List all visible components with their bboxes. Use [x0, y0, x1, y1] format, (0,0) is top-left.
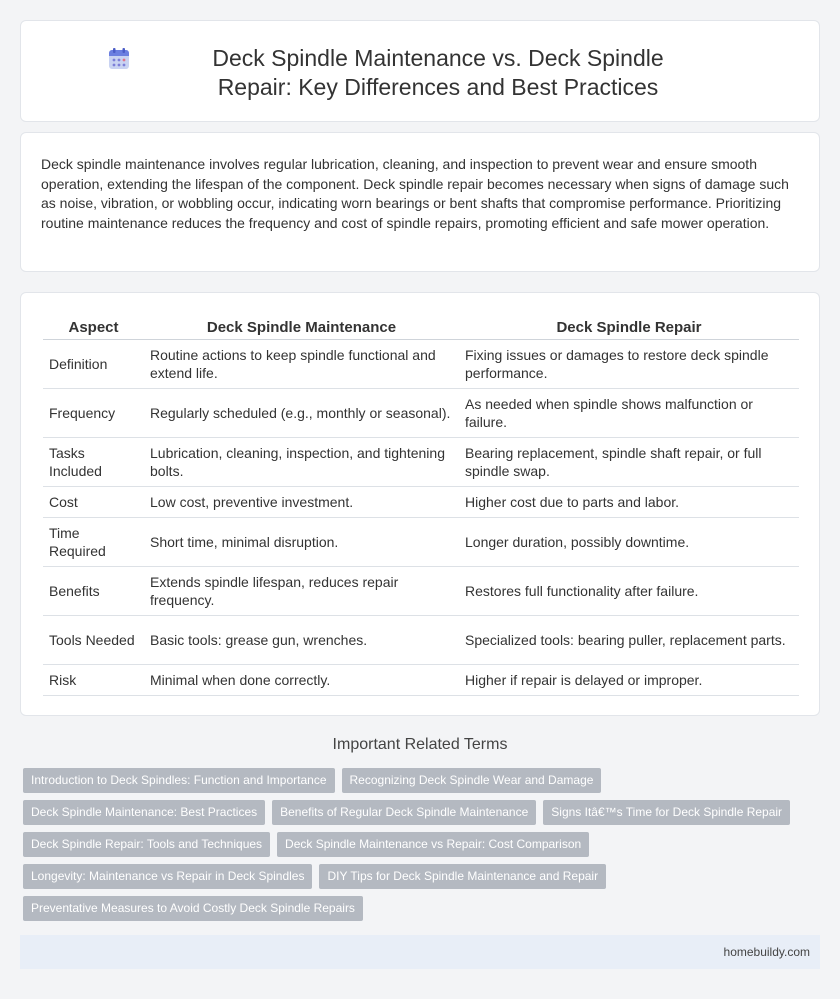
repair-cell: Fixing issues or damages to restore deck spindle performance. — [459, 340, 799, 389]
aspect-cell: Tools Needed — [43, 616, 144, 665]
footer-site[interactable]: homebuildy.com — [723, 945, 810, 959]
table-row — [43, 567, 799, 616]
related-term-tag[interactable]: Preventative Measures to Avoid Costly Deck Spindle Repairs — [23, 896, 363, 921]
maintenance-cell: Low cost, preventive investment. — [144, 487, 459, 518]
related-term-tag[interactable]: Introduction to Deck Spindles: Function and Importance — [23, 768, 335, 793]
maintenance-cell: Basic tools: grease gun, wrenches. — [144, 616, 459, 665]
related-term-tag[interactable]: DIY Tips for Deck Spindle Maintenance and Repair — [319, 864, 606, 889]
page-title: Deck Spindle Maintenance vs. Deck Spindle Repair: Key Differences and Best Practices — [212, 45, 664, 100]
header-maintenance: Deck Spindle Maintenance — [144, 315, 459, 340]
table-row — [43, 438, 799, 487]
related-term-tag[interactable]: Longevity: Maintenance vs Repair in Deck Spindles — [23, 864, 312, 889]
aspect-cell: Definition — [43, 340, 144, 389]
table-row — [43, 340, 799, 389]
repair-cell: As needed when spindle shows malfunction or failure. — [459, 389, 799, 438]
summary-card — [20, 132, 820, 272]
aspect-cell: Risk — [43, 665, 144, 696]
title-card — [20, 20, 820, 122]
table-row — [43, 487, 799, 518]
related-term-tag[interactable]: Recognizing Deck Spindle Wear and Damage — [342, 768, 602, 793]
repair-cell: Longer duration, possibly downtime. — [459, 518, 799, 567]
comparison-table — [43, 315, 799, 696]
maintenance-cell: Routine actions to keep spindle functional and extend life. — [144, 340, 459, 389]
related-term-tag[interactable]: Deck Spindle Maintenance: Best Practices — [23, 800, 265, 825]
repair-cell: Higher if repair is delayed or improper. — [459, 665, 799, 696]
aspect-cell: Benefits — [43, 567, 144, 616]
maintenance-cell: Lubrication, cleaning, inspection, and tightening bolts. — [144, 438, 459, 487]
repair-cell: Higher cost due to parts and labor. — [459, 487, 799, 518]
maintenance-cell: Extends spindle lifespan, reduces repair frequency. — [144, 567, 459, 616]
aspect-cell: Tasks Included — [43, 438, 144, 487]
related-term-tag[interactable]: Deck Spindle Repair: Tools and Techniques — [23, 832, 270, 857]
related-term-tag[interactable]: Signs Itâ€™s Time for Deck Spindle Repair — [543, 800, 790, 825]
header-repair: Deck Spindle Repair — [459, 315, 799, 340]
table-row — [43, 389, 799, 438]
repair-cell: Specialized tools: bearing puller, replacement parts. — [459, 616, 799, 665]
repair-cell: Restores full functionality after failure. — [459, 567, 799, 616]
header-aspect: Aspect — [43, 315, 144, 340]
maintenance-cell: Regularly scheduled (e.g., monthly or seasonal). — [144, 389, 459, 438]
table-header-row — [43, 315, 799, 340]
related-terms-title: Important Related Terms — [332, 736, 508, 753]
aspect-cell: Time Required — [43, 518, 144, 567]
table-row — [43, 518, 799, 567]
related-terms-list — [23, 768, 813, 928]
summary-text: Deck spindle maintenance involves regular lubrication, cleaning, and inspection to prevent wear and ensure smooth operation, extending the lifespan of the component. Deck spindle repair becomes necessary when signs of damage such as noise, vibration, or wobbling occur, indicating worn bearings or bent shafts that compromise performance. Prioritizing routine maintenance reduces the frequency and cost of spindle repairs, promoting efficient and safe mower operation. — [41, 156, 789, 231]
maintenance-cell: Short time, minimal disruption. — [144, 518, 459, 567]
repair-cell: Bearing replacement, spindle shaft repair, or full spindle swap. — [459, 438, 799, 487]
maintenance-cell: Minimal when done correctly. — [144, 665, 459, 696]
related-term-tag[interactable]: Deck Spindle Maintenance vs Repair: Cost Comparison — [277, 832, 589, 857]
table-row — [43, 616, 799, 665]
aspect-cell: Frequency — [43, 389, 144, 438]
footer — [20, 935, 820, 969]
table-row — [43, 665, 799, 696]
related-term-tag[interactable]: Benefits of Regular Deck Spindle Maintenance — [272, 800, 536, 825]
aspect-cell: Cost — [43, 487, 144, 518]
comparison-table-card — [20, 292, 820, 716]
